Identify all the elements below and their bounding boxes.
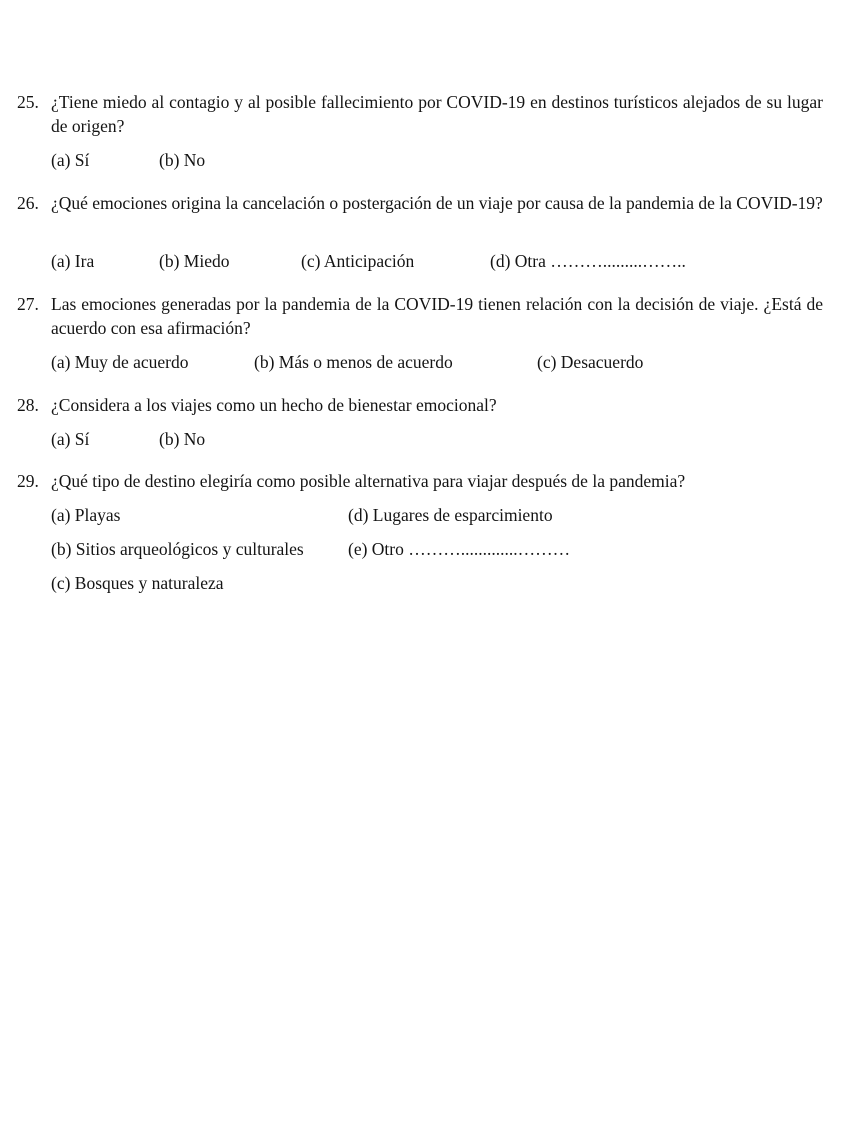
option-a[interactable]: (a) Sí — [51, 150, 90, 170]
option-b[interactable]: (b) Más o menos de acuerdo — [254, 352, 453, 372]
question-25 — [17, 90, 823, 138]
option-e[interactable]: (e) Otro ……….............……… — [348, 539, 571, 559]
option-a[interactable]: (a) Playas — [51, 505, 121, 525]
options-25 — [51, 148, 451, 172]
question-number: 28. — [17, 395, 39, 415]
question-number: 26. — [17, 193, 39, 213]
question-26 — [17, 191, 823, 215]
question-text: ¿Qué tipo de destino elegiría como posible alternativa para viajar después de la pandemia? — [51, 471, 686, 491]
question-29 — [17, 469, 823, 493]
option-b[interactable]: (b) Miedo — [159, 251, 230, 271]
options-26 — [51, 249, 811, 273]
options-27 — [51, 350, 811, 374]
option-a[interactable]: (a) Ira — [51, 251, 95, 271]
question-27 — [17, 292, 823, 340]
option-b[interactable]: (b) No — [159, 429, 206, 449]
question-number: 27. — [17, 294, 39, 314]
option-b[interactable]: (b) No — [159, 150, 206, 170]
options-29-row-3 — [51, 571, 751, 595]
question-text: ¿Tiene miedo al contagio y al posible fallecimiento por COVID-19 en destinos turísticos alejados de su lugar de origen? — [51, 92, 823, 136]
option-b[interactable]: (b) Sitios arqueológicos y culturales — [51, 539, 304, 559]
options-28 — [51, 427, 451, 451]
option-a[interactable]: (a) Muy de acuerdo — [51, 352, 189, 372]
option-c[interactable]: (c) Anticipación — [301, 251, 415, 271]
question-28 — [17, 393, 823, 417]
question-number: 29. — [17, 471, 39, 491]
option-d[interactable]: (d) Otra ……….........…….. — [490, 251, 686, 271]
option-d[interactable]: (d) Lugares de esparcimiento — [348, 505, 553, 525]
question-text: ¿Considera a los viajes como un hecho de bienestar emocional? — [51, 395, 497, 415]
option-c[interactable]: (c) Desacuerdo — [537, 352, 644, 372]
question-text: Las emociones generadas por la pandemia de la COVID-19 tienen relación con la decisión de viaje. ¿Está de acuerdo con esa afirmación? — [51, 294, 823, 338]
option-c[interactable]: (c) Bosques y naturaleza — [51, 573, 224, 593]
options-29-row-1 — [51, 503, 751, 527]
question-text: ¿Qué emociones origina la cancelación o postergación de un viaje por causa de la pandemia de la COVID-19? — [51, 193, 823, 213]
options-29-row-2 — [51, 537, 751, 561]
question-number: 25. — [17, 92, 39, 112]
option-a[interactable]: (a) Sí — [51, 429, 90, 449]
